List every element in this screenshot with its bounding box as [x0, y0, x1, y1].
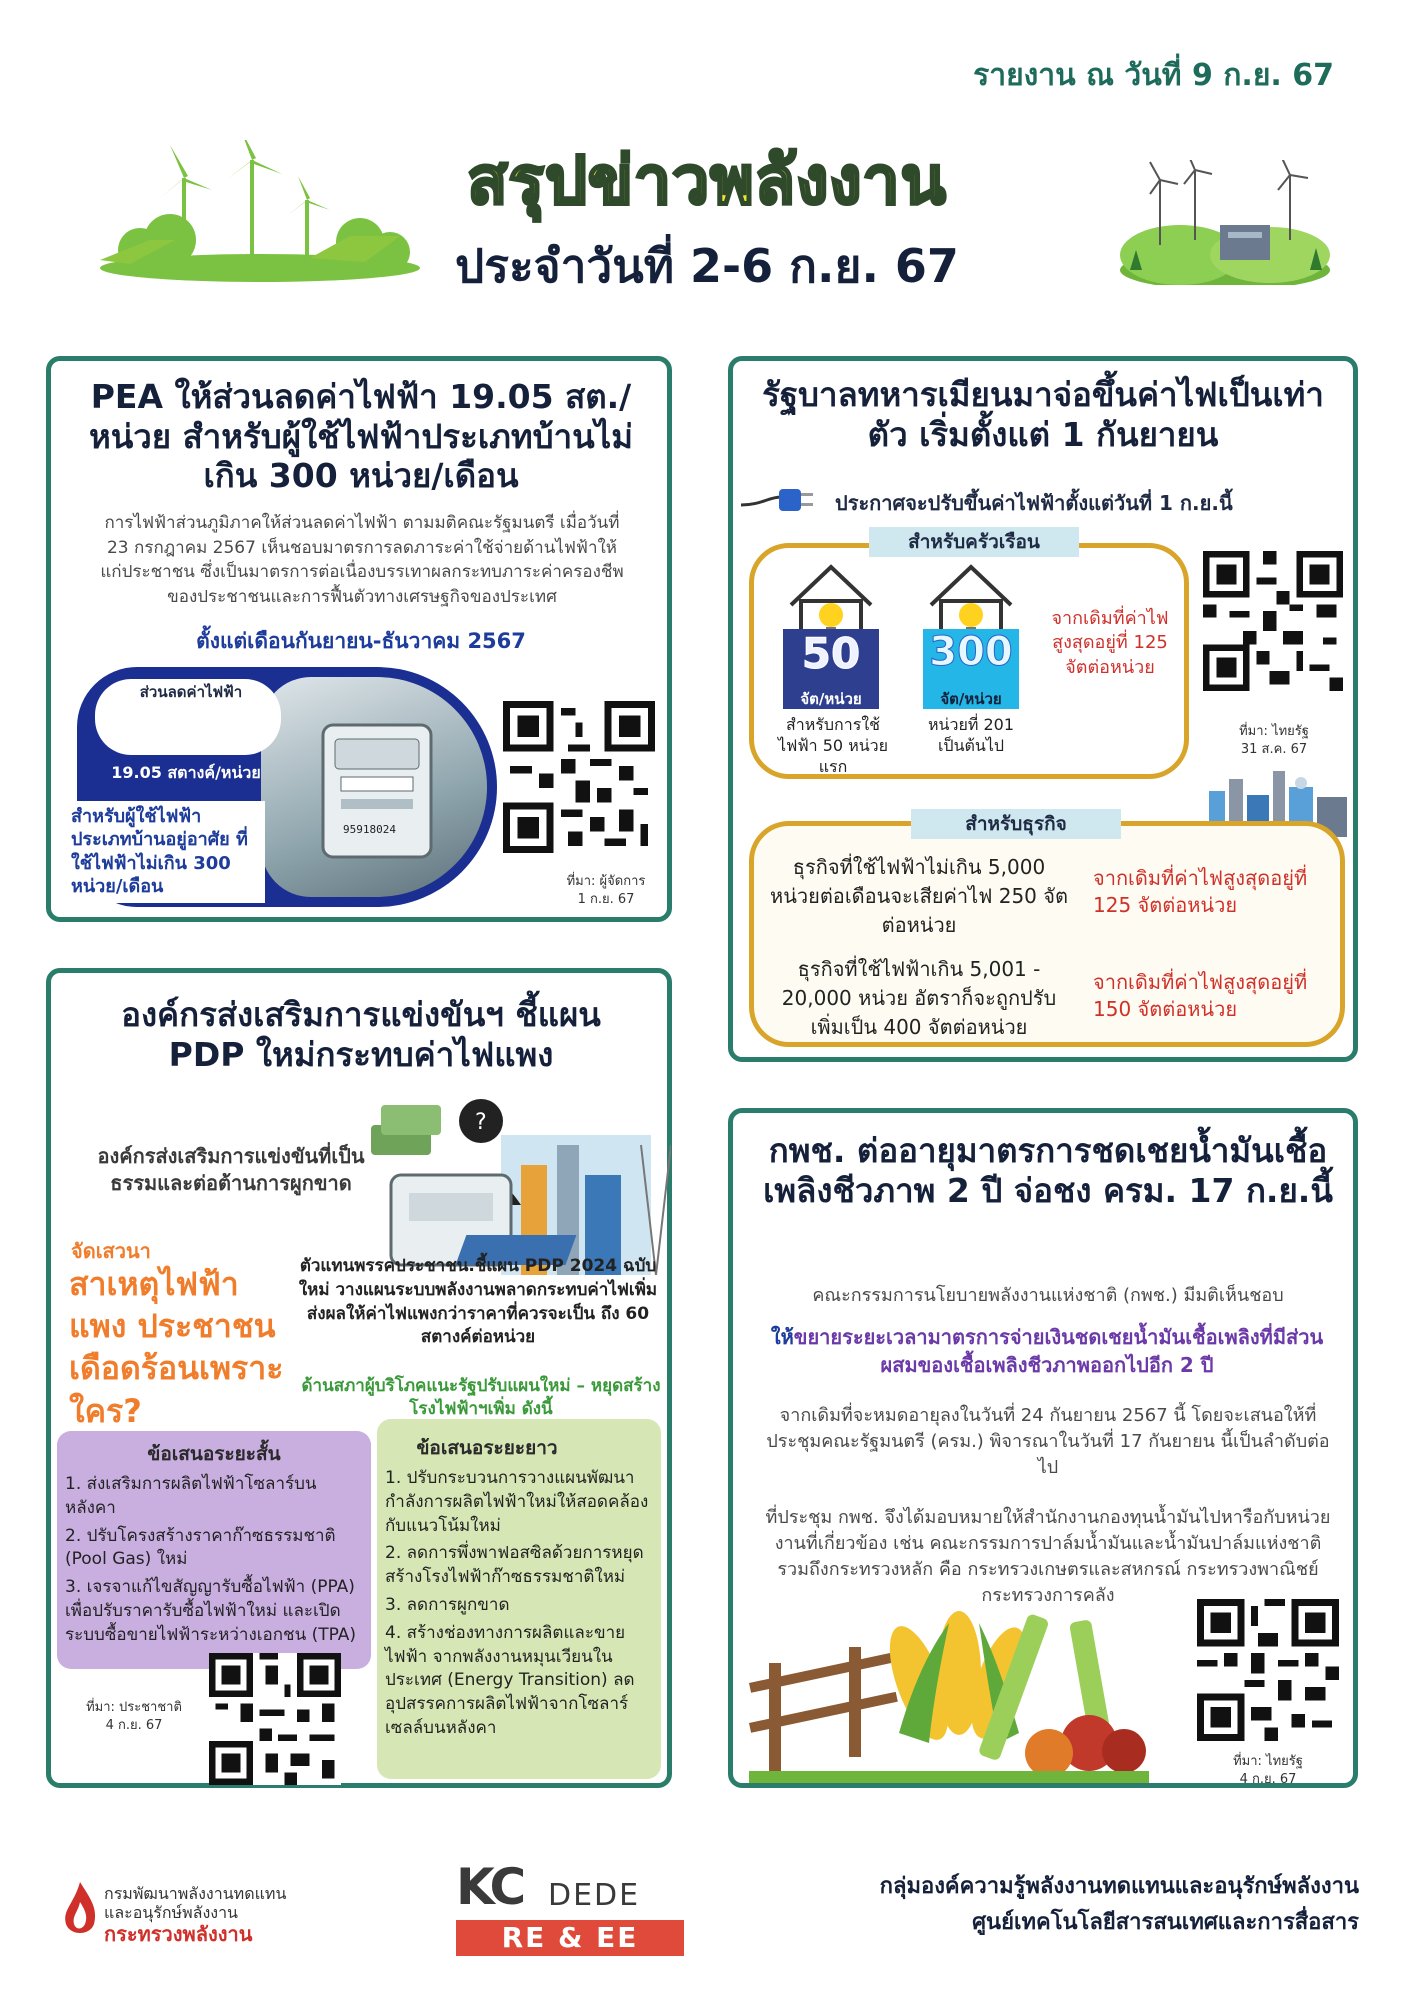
myanmar-qr-code[interactable]: [1203, 551, 1343, 691]
green-city-illustration: [1120, 160, 1330, 285]
myanmar-source-name: ที่มา: ไทยรัฐ: [1239, 724, 1309, 739]
footer-center: ศูนย์เทคโนโลยีสารสนเทศและการสื่อสาร: [972, 1910, 1359, 1935]
household-tag: สำหรับครัวเรือน: [869, 527, 1079, 557]
card-title-pdp: องค์กรส่งเสริมการแข่งขันฯ ชี้แผน PDP ใหม่กระทบค่าไฟแพง: [121, 995, 601, 1074]
long-term-item: 3. ลดการผูกขาด: [385, 1594, 510, 1615]
business1: ธุรกิจที่ใช้ไฟฟ้าไม่เกิน 5,000 หน่วยต่อเดือนจะเสียค่าไฟ 250 จัตต่อหน่วย: [770, 855, 1068, 937]
biofuel-source-name: ที่มา: ไทยรัฐ: [1233, 1754, 1303, 1769]
kc-dede-text: DEDE: [548, 1878, 641, 1913]
biofuel-source-date: 4 ก.ย. 67: [1239, 1772, 1297, 1788]
tier1-value: 50: [801, 629, 861, 678]
tier2-value: 300: [929, 629, 1013, 675]
page-title: สรุปข่าวพลังงาน: [467, 142, 947, 219]
card-title-pea: PEA ให้ส่วนลดค่าไฟฟ้า 19.05 สต./หน่วย สำหรับผู้ใช้ไฟฟ้าประเภทบ้านไม่เกิน 300 หน่วย/เดือน: [88, 377, 634, 496]
pdp-present-label: จัดเสวนา: [71, 1239, 151, 1263]
pea-source-name: ที่มา: ผู้จัดการ: [566, 874, 646, 889]
biofuel-para1: จากเดิมที่จะหมดอายุลงในวันที่ 24 กันยายน 2567 นี้ โดยจะเสนอให้ที่ประชุมคณะรัฐมนตรี (ครม.) พิจารณาในวันที่ 17 กันยายน นี้เป็นลำดับต่อไป: [766, 1405, 1330, 1479]
card-title-myanmar: รัฐบาลทหารเมียนมาจ่อขึ้นค่าไฟเป็นเท่าตัว เริ่มตั้งแต่ 1 กันยายน: [762, 375, 1324, 454]
pdp-rep-text: ตัวแทนพรรคประชาชน.ชี้แผน PDP 2024 ฉบับใหม่ วางแผนระบบพลังงานพลาดกระทบค่าไฟเพิ่ม ส่งผลให้ค่าไฟแพงกว่าราคาที่ควรจะเป็น ถึง 60 สตางค์ต่อหน่วย: [298, 1256, 658, 1348]
kc-dede-logo: [456, 1858, 684, 1958]
long-term-item: 2. ลดการพึ่งพาฟอสซิลด้วยการหยุดสร้างโรงไฟฟ้าก๊าซธรรมชาติใหม่: [385, 1543, 644, 1588]
biofuel-highlight-text: ขยายระยะเวลามาตรการจ่ายเงินชดเชยน้ำมันเชื้อเพลิงที่มีส่วนผสมของเชื้อเพลิงชีวภาพออกไปอีก 2 ปี: [793, 1325, 1324, 1377]
myanmar-announcement: ประกาศจะปรับขึ้นค่าไฟฟ้าตั้งแต่วันที่ 1 ก.ย.นี้: [835, 491, 1233, 515]
biofuel-para2: ที่ประชุม กพช. จึงได้มอบหมายให้สำนักงานกองทุนน้ำมันไปหารือกับหน่วยงานที่เกี่ยวข้อง เช่น คณะกรรมการปาล์มน้ำมันและน้ำมันปาล์มแห่งชาติ รวมถึงกระทรวงหลัก คือ กระทรวงเกษตรและสหกรณ์ กระทรวงพาณิชย์ กระทรวงการคลัง: [765, 1507, 1331, 1607]
business-tag: สำหรับธุรกิจ: [911, 809, 1121, 839]
biofuel-highlight: [757, 1323, 1337, 1379]
footer-group: กลุ่มองค์ความรู้พลังงานทดแทนและอนุรักษ์พลังงาน: [879, 1874, 1359, 1899]
wind-solar-illustration: [100, 140, 420, 285]
short-term-item: 2. ปรับโครงสร้างราคาก๊าซธรรมชาติ (Pool Gas) ใหม่: [65, 1525, 336, 1570]
dede-name: [104, 1884, 286, 1946]
pdp-source: [79, 1699, 189, 1735]
short-term-item: 3. เจรจาแก้ไขสัญญารับซื้อไฟฟ้า (PPA) เพื่อปรับราคารับซื้อไฟฟ้าใหม่ และเปิดระบบซื้อขายไฟฟ้าระหว่างเอกชน (TPA): [65, 1577, 357, 1645]
pea-source-date: 1 ก.ย. 67: [577, 892, 635, 908]
long-term-title: ข้อเสนอระยะยาว: [416, 1437, 558, 1459]
pdp-source-name: ที่มา: ประชาชาติ: [86, 1700, 182, 1715]
re-ee-badge: RE & EE: [456, 1920, 684, 1956]
news-card-myanmar: [728, 356, 1358, 1062]
pdp-source-date: 4 ก.ย. 67: [105, 1718, 163, 1734]
long-term-item: 4. สร้างช่องทางการผลิตและขายไฟฟ้า จากพลังงานหมุนเวียนในประเทศ (Energy Transition) ลดอุปสรรคการผลิตไฟฟ้าจากโซลาร์เซลล์บนหลังคา: [385, 1622, 635, 1738]
tier2-unit: จัต/หน่วย: [940, 690, 1002, 708]
news-card-biofuel: [728, 1108, 1358, 1788]
biofuel-highlight-prefix: ให้: [770, 1325, 794, 1349]
tier2-desc: หน่วยที่ 201 เป็นต้นไป: [927, 715, 1014, 755]
power-plug-icon: [741, 483, 821, 523]
long-term-list: [385, 1467, 651, 1741]
pea-body: การไฟฟ้าส่วนภูมิภาคให้ส่วนลดค่าไฟฟ้า ตามมติคณะรัฐมนตรี เมื่อวันที่ 23 กรกฎาคม 2567 เห็นชอบมาตรการลดภาระค่าใช้จ่ายด้านไฟฟ้าให้แก่ประชาชน ซึ่งเป็นมาตรการต่อเนื่องบรรเทาผลกระทบภาระค่าครองชีพของประชาชนและการฟื้นตัวทางเศรษฐกิจของประเทศ: [100, 513, 624, 607]
crops-illustration: [749, 1583, 1149, 1783]
business2: ธุรกิจที่ใช้ไฟฟ้าเกิน 5,001 - 20,000 หน่วย อัตราก็จะถูกปรับเพิ่มเป็น 400 จัตต่อหน่วย: [781, 957, 1057, 1039]
dede-flame-logo: [60, 1880, 100, 1940]
power-plant-money-illustration: [371, 1085, 671, 1275]
biofuel-source: [1213, 1753, 1323, 1789]
pdp-qr-code[interactable]: [209, 1653, 341, 1785]
kc-logo-text: KC: [456, 1858, 524, 1916]
myanmar-source: [1219, 723, 1329, 759]
biofuel-intro: คณะกรรมการนโยบายพลังงานแห่งชาติ (กพช.) มีมติเห็นชอบ: [812, 1285, 1284, 1306]
pea-eligibility: สำหรับผู้ใช้ไฟฟ้าประเภทบ้านอยู่อาศัย ที่ใช้ไฟฟ้าไม่เกิน 300 หน่วย/เดือน: [65, 801, 265, 903]
pdp-consumer-text: ด้านสภาผู้บริโภคแนะรัฐปรับแผนใหม่ – หยุดสร้างโรงไฟฟ้าฯเพิ่ม ดังนี้: [301, 1376, 661, 1419]
biofuel-qr-code[interactable]: [1197, 1599, 1339, 1741]
dede-line1: กรมพัฒนาพลังงานทดแทน: [104, 1884, 287, 1903]
electric-meter-icon: [317, 721, 437, 861]
pea-source: [551, 873, 661, 909]
pdp-org: องค์กรส่งเสริมการแข่งขันที่เป็นธรรมและต่อต้านการผูกขาด: [97, 1144, 365, 1195]
dede-line2: และอนุรักษ์พลังงาน: [104, 1903, 238, 1923]
news-card-pea: [46, 356, 672, 922]
pea-qr-code[interactable]: [503, 701, 655, 853]
svg-text:?: ?: [475, 1110, 487, 1135]
card-title-biofuel: กพช. ต่ออายุมาตรการชดเชยน้ำมันเชื้อเพลิงชีวภาพ 2 ปี จ่อชง ครม. 17 ก.ย.นี้: [763, 1131, 1333, 1210]
household-note: จากเดิมที่ค่าไฟสูงสุดอยู่ที่ 125 จัตต่อหน่วย: [1051, 608, 1169, 678]
report-date: รายงาน ณ วันที่ 9 ก.ย. 67: [973, 58, 1334, 93]
short-term-list: [65, 1473, 365, 1648]
short-term-item: 1. ส่งเสริมการผลิตไฟฟ้าโซลาร์บนหลังคา: [65, 1474, 317, 1518]
pea-discount-label: ส่วนลดค่าไฟฟ้า: [139, 683, 243, 701]
pea-discount-value: 19.05 สตางค์/หน่วย: [111, 763, 261, 782]
pdp-headline: สาเหตุไฟฟ้าแพง ประชาชนเดือดร้อนเพราะใคร?: [69, 1265, 284, 1430]
business1-note: จากเดิมที่ค่าไฟสูงสุดอยู่ที่ 125 จัตต่อหน่วย: [1093, 866, 1308, 917]
short-term-title: ข้อเสนอระยะสั้น: [147, 1443, 281, 1465]
business2-note: จากเดิมที่ค่าไฟสูงสุดอยู่ที่ 150 จัตต่อหน่วย: [1093, 970, 1308, 1021]
long-term-item: 1. ปรับกระบวนการวางแผนพัฒนากำลังการผลิตไฟฟ้าใหม่ให้สอดคล้องกับแนวโน้มใหม่: [385, 1468, 649, 1536]
pea-period: ตั้งแต่เดือนกันยายน-ธันวาคม 2567: [196, 629, 526, 653]
myanmar-source-date: 31 ส.ค. 67: [1240, 742, 1308, 758]
tier1-unit: จัต/หน่วย: [800, 690, 862, 708]
dede-line3: กระทรวงพลังงาน: [104, 1922, 253, 1947]
page-subtitle: ประจำวันที่ 2-6 ก.ย. 67: [455, 239, 959, 293]
news-card-pdp: [46, 968, 672, 1788]
tier1-desc: สำหรับการใช้ไฟฟ้า 50 หน่วยแรก: [777, 715, 889, 776]
meter-reading: 95918024: [343, 823, 396, 836]
